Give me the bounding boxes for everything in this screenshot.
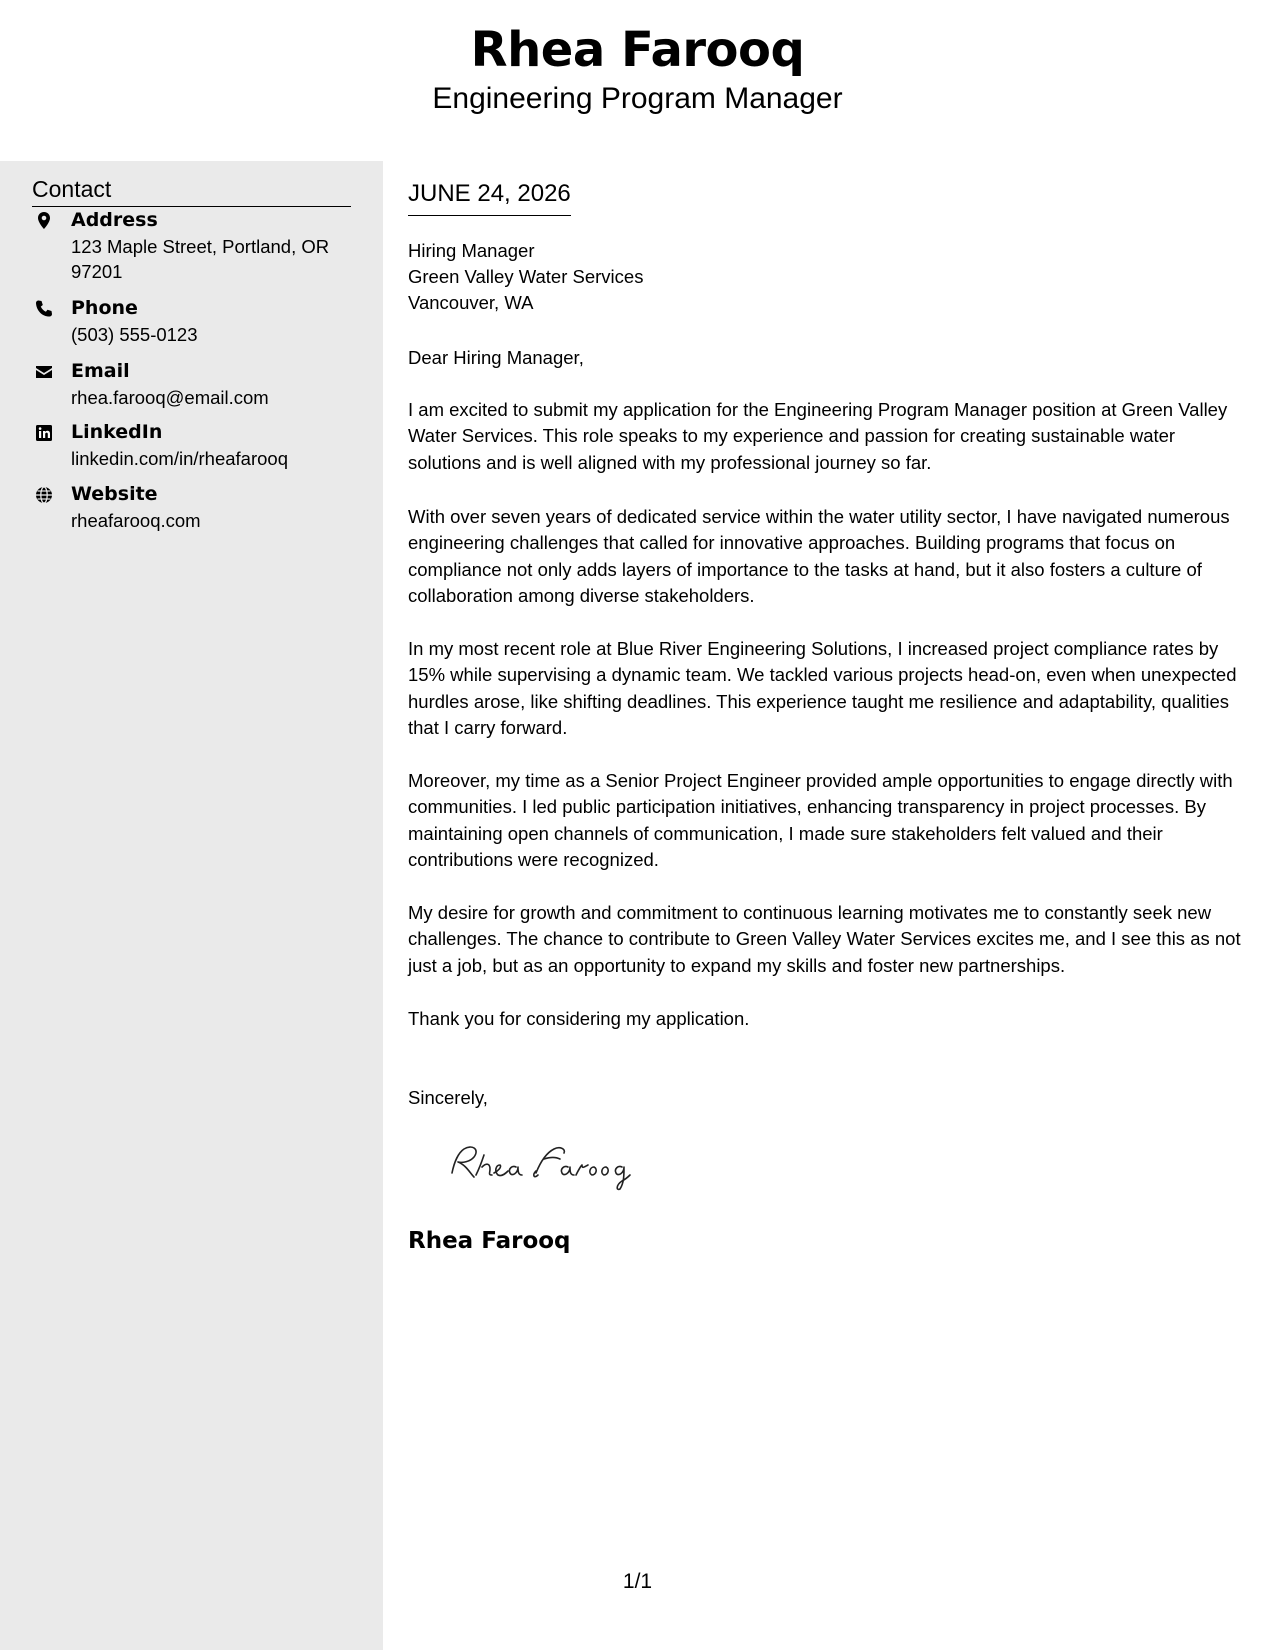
contact-label: Phone bbox=[71, 297, 138, 319]
thanks-line: Thank you for considering my application. bbox=[408, 1008, 750, 1029]
globe-icon bbox=[34, 485, 54, 505]
handwritten-signature bbox=[440, 1135, 640, 1195]
recipient-name: Hiring Manager bbox=[408, 240, 535, 261]
recipient-location: Vancouver, WA bbox=[408, 292, 534, 313]
contact-label: LinkedIn bbox=[71, 421, 163, 443]
page-number: 1/1 bbox=[622, 1570, 653, 1593]
letter-date: JUNE 24, 2026 bbox=[408, 180, 571, 216]
letter-paragraph: I am excited to submit my application for the Engineering Program Manager position at Green Valley Water Services. This role speaks to my experience and passion for creating sustainable water solutions and is well aligned with my professional journey so far. bbox=[408, 399, 1228, 473]
letter-paragraph: My desire for growth and commitment to continuous learning motivates me to constantly seek new challenges. The chance to contribute to Green Valley Water Services excites me, and I see this as not just a job, but as an opportunity to expand my skills and foster new partnerships. bbox=[408, 902, 1241, 976]
candidate-name: Rhea Farooq bbox=[470, 22, 805, 78]
contact-value: rheafarooq.com bbox=[71, 510, 201, 531]
letter-paragraph: Moreover, my time as a Senior Project Engineer provided ample opportunities to engage directly with communities. I led public participation initiatives, enhancing transparency in project processes. By maintaining open channels of communication, I made sure stakeholders felt valued and their contributions were recognized. bbox=[408, 770, 1233, 870]
closing: Sincerely, bbox=[408, 1087, 488, 1108]
recipient-company: Green Valley Water Services bbox=[408, 266, 644, 287]
contact-value: linkedin.com/in/rheafarooq bbox=[71, 448, 288, 469]
candidate-title: Engineering Program Manager bbox=[432, 82, 843, 115]
envelope-icon bbox=[34, 362, 54, 382]
contact-value: rhea.farooq@email.com bbox=[71, 387, 269, 408]
linkedin-icon bbox=[34, 423, 54, 443]
signed-name: Rhea Farooq bbox=[408, 1228, 571, 1254]
contact-label: Address bbox=[71, 209, 158, 231]
letter-paragraph: In my most recent role at Blue River Engineering Solutions, I increased project compliance rates by 15% while supervising a dynamic team. We tackled various projects head-on, even when unexpected hurdles arose, like shifting deadlines. This experience taught me resilience and adaptability, qualities that I carry forward. bbox=[408, 638, 1237, 738]
recipient-block bbox=[408, 238, 643, 316]
phone-icon bbox=[34, 299, 54, 319]
contact-value: (503) 555-0123 bbox=[71, 324, 198, 345]
contact-label: Email bbox=[71, 360, 130, 382]
letter-paragraph: With over seven years of dedicated service within the water utility sector, I have navigated numerous engineering challenges that called for innovative approaches. Building programs that focus on compliance not only adds layers of importance to the tasks at hand, but it also fosters a culture of collaboration among diverse stakeholders. bbox=[408, 506, 1230, 606]
salutation: Dear Hiring Manager, bbox=[408, 347, 584, 368]
contact-heading: Contact bbox=[32, 176, 351, 207]
map-pin-icon bbox=[34, 211, 54, 231]
contact-value: 123 Maple Street, Portland, OR 97201 bbox=[71, 236, 330, 282]
contact-label: Website bbox=[71, 483, 158, 505]
